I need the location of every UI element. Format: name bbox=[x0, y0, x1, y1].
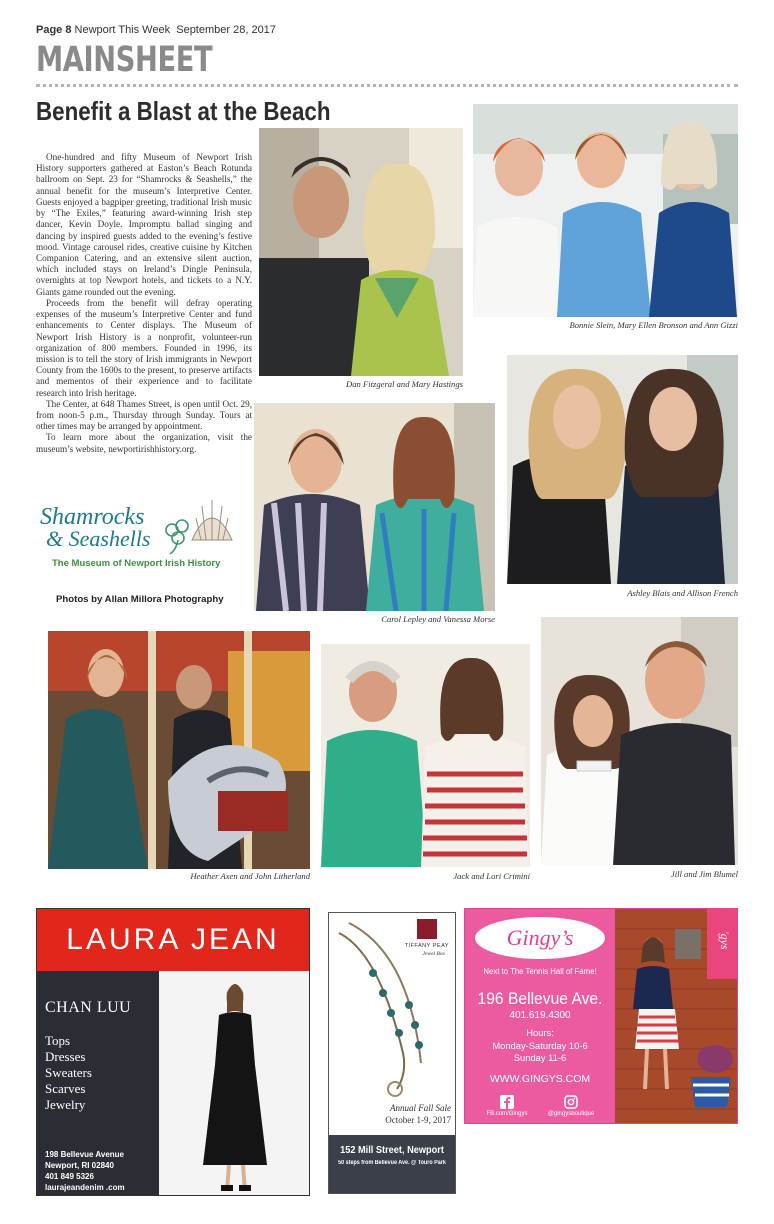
gingys-facebook-label: FB.com/Gingys bbox=[486, 1111, 528, 1117]
gingys-tagline: Next to The Tennis Hall of Fame! bbox=[483, 967, 597, 976]
photo-credit: Photos by Allan Millora Photography bbox=[56, 594, 224, 605]
laura-jean-item: Scarves bbox=[45, 1081, 86, 1096]
caption-photo-4: Carol Lepley and Vanessa Morse bbox=[381, 614, 495, 624]
section-divider bbox=[36, 84, 738, 87]
facebook-icon bbox=[500, 1095, 514, 1109]
caption-photo-7: Jill and Jim Blumel bbox=[670, 869, 738, 879]
article-body bbox=[36, 152, 252, 455]
photo-couple-2 bbox=[507, 355, 738, 584]
laura-jean-items bbox=[45, 1033, 92, 1113]
necklace-icon bbox=[329, 913, 455, 1103]
photo-group-1 bbox=[473, 104, 738, 317]
photo-couple-5 bbox=[541, 617, 738, 865]
laura-jean-item: Dresses bbox=[45, 1049, 86, 1064]
photo-couple-3 bbox=[254, 403, 495, 611]
event-logo bbox=[36, 496, 246, 576]
tiffany-peay-logo-name: TIFFANY PEAY bbox=[404, 943, 449, 949]
ad-tiffany-peay[interactable] bbox=[328, 912, 456, 1194]
article-paragraph: Proceeds from the benefit will defray operating expenses of the museum’s Interpretive Center and fund enhancements to Center displays. The Museum of Newport Irish History is a nonprofit, volunteer-run organization of 800 members. Founded in 1996, its mission is to tell the story of Irish immigrants in Newport County from the 1600s to the present, to preserve artifacts and mementos of their experience and to facilitate research into Irish heritage. bbox=[36, 297, 252, 398]
gingys-instagram[interactable] bbox=[541, 1095, 601, 1117]
tiffany-peay-address: 152 Mill Street, Newport bbox=[340, 1145, 444, 1156]
laura-jean-model-photo bbox=[159, 971, 309, 1196]
gingys-text-panel bbox=[465, 909, 615, 1123]
gingys-storefront-photo bbox=[615, 909, 737, 1123]
paper-name: Newport This Week bbox=[74, 24, 171, 36]
page-header bbox=[36, 24, 276, 36]
laura-jean-item: Jewelry bbox=[45, 1097, 86, 1112]
page-number: Page 8 bbox=[36, 24, 72, 36]
laura-jean-item: Tops bbox=[45, 1033, 71, 1048]
laura-jean-street: 198 Bellevue Avenue bbox=[45, 1150, 125, 1159]
article-paragraph: The Center, at 648 Thames Street, is open until Oct. 29, from noon-5 p.m., Thursday through Sunday. Tours at other times may be arranged by appointment. bbox=[36, 398, 252, 432]
gingys-facebook[interactable] bbox=[477, 1095, 537, 1117]
logo-line2: & Seashells bbox=[46, 526, 151, 551]
tiffany-peay-address-bar bbox=[329, 1135, 455, 1193]
tiffany-peay-directions: 50 steps from Bellevue Ave. @ Touro Park bbox=[338, 1160, 446, 1166]
caption-photo-1: Dan Fitzgeral and Mary Hastings bbox=[346, 379, 463, 389]
tiffany-peay-sale: Annual Fall Sale bbox=[390, 1103, 451, 1113]
caption-photo-2: Bonnie Slein, Mary Ellen Bronson and Ann Gizzi bbox=[569, 320, 738, 330]
logo-line1: Shamrocks bbox=[40, 504, 145, 530]
ad-gingys[interactable] bbox=[464, 908, 738, 1124]
gingys-phone: 401.619.4300 bbox=[509, 1010, 571, 1021]
photo-couple-1 bbox=[259, 128, 463, 376]
laura-jean-address bbox=[45, 1149, 125, 1193]
article-paragraph: To learn more about the organization, visit the museum’s website, newportirishhistory.org. bbox=[36, 432, 252, 454]
tiffany-peay-dates: October 1-9, 2017 bbox=[385, 1115, 451, 1125]
article-headline: Benefit a Blast at the Beach bbox=[36, 96, 331, 126]
seashell-shamrock-logo-icon bbox=[36, 496, 246, 576]
tiffany-peay-logo-sub: Jewel Box bbox=[422, 951, 445, 957]
logo-tagline: The Museum of Newport Irish History bbox=[52, 558, 221, 569]
section-title: MAINSHEET bbox=[36, 40, 213, 80]
photo-couple-4 bbox=[321, 644, 530, 867]
gingys-sign-text: 'gys bbox=[718, 931, 732, 950]
gingys-hours-weekday: Monday-Saturday 10-6 bbox=[492, 1040, 588, 1051]
photo-carousel bbox=[48, 631, 310, 869]
gingys-website[interactable]: WWW.GINGYS.COM bbox=[489, 1073, 591, 1085]
gingys-logo: Gingy’s bbox=[475, 917, 605, 959]
laura-jean-brand: CHAN LUU bbox=[45, 999, 132, 1016]
laura-jean-sidebar bbox=[37, 971, 159, 1196]
gingys-instagram-label: @gingysboutique bbox=[547, 1111, 595, 1117]
gingys-hours bbox=[465, 1040, 615, 1064]
laura-jean-web: laurajeandenim .com bbox=[45, 1183, 125, 1192]
gingys-address: 196 Bellevue Ave. bbox=[477, 989, 603, 1008]
caption-photo-6: Jack and Lori Crimini bbox=[453, 871, 530, 881]
caption-photo-3: Ashley Blais and Allison French bbox=[627, 588, 738, 598]
laura-jean-phone: 401 849 5326 bbox=[45, 1172, 94, 1181]
caption-photo-5: Heather Axen and John Litherland bbox=[190, 871, 310, 881]
issue-date: September 28, 2017 bbox=[176, 24, 276, 36]
laura-jean-title: LAURA JEAN bbox=[37, 909, 309, 971]
gingys-hours-sunday: Sunday 11-6 bbox=[513, 1052, 567, 1063]
gingys-hours-label: Hours: bbox=[526, 1027, 554, 1038]
laura-jean-item: Sweaters bbox=[45, 1065, 92, 1080]
ad-laura-jean[interactable] bbox=[36, 908, 310, 1196]
article-paragraph: One-hundred and fifty Museum of Newport Irish History supporters gathered at Easton’s Beach Rotunda ballroom on Sept. 23 for “Shamrocks & Seashells,” the annual benefit for the museum’s Interpretive Center. Guests enjoyed a bagpiper greeting, traditional Irish music by “The Exiles,” featuring award-winning Irish step dancer, Kevin Doyle. Impromptu ballad singing and dancing by inspired guests added to the evening’s festive mood. Vintage carousel rides, creative cuisine by Kitchen Companion Catering, and an extensive silent auction, which included stays on Ireland’s Dingle Peninsula, overnights at top Newport hotels, and tickets to a N.Y. Giants game rounded out the evening. bbox=[36, 152, 252, 297]
instagram-icon bbox=[564, 1095, 578, 1109]
laura-jean-city: Newport, RI 02840 bbox=[45, 1161, 114, 1170]
